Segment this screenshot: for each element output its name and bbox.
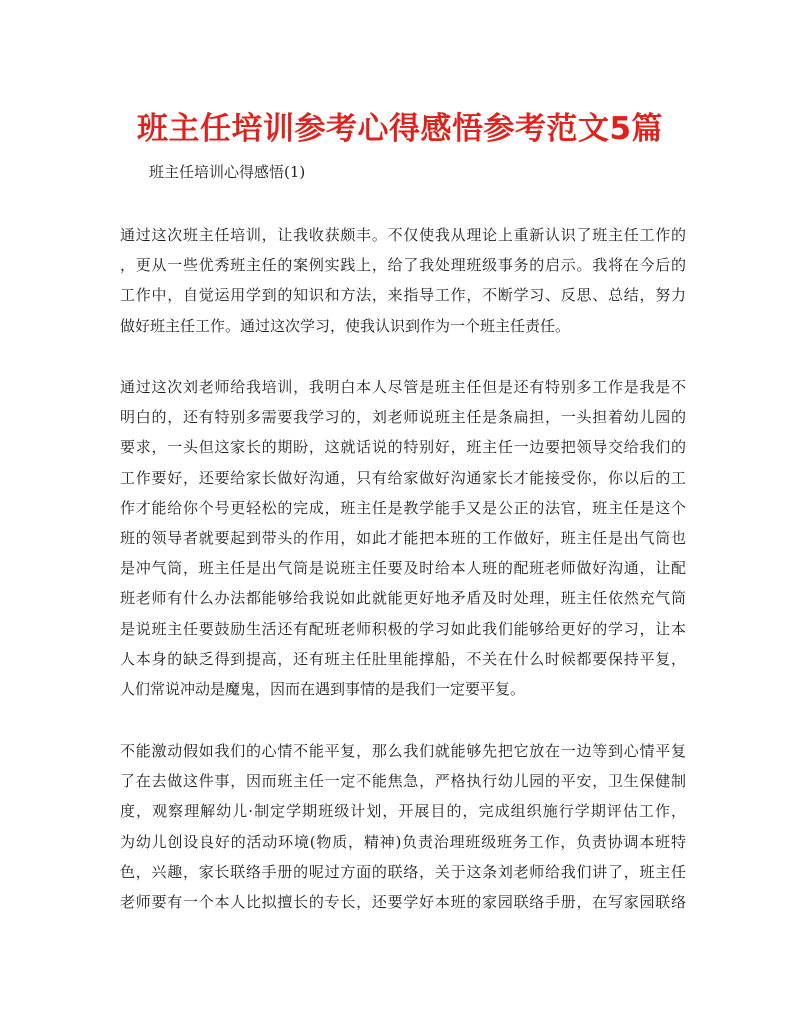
document-title: 班主任培训参考心得感悟参考范文5篇	[136, 111, 664, 147]
paragraph-line: 人们常说冲动是魔鬼，因而在遇到事情的是我们一定要平复。	[120, 679, 526, 698]
paragraph-line: 明白的，还有特别多需要我学习的，刘老师说班主任是条扁担，一头担着幼儿园的	[120, 408, 686, 427]
paragraph-line: 度，观察理解幼儿·制定学期班级计划，开展目的，完成组织施行学期评估工作，	[120, 802, 686, 821]
paragraph-line: 做好班主任工作。通过这次学习，使我认识到作为一个班主任责任。	[120, 316, 571, 335]
paragraph-line: 了在去做这件事，因而班主任一定不能焦急，严格执行幼儿园的平安，卫生保健制	[120, 772, 686, 791]
paragraph-line: 班的领导者就要起到带头的作用，如此才能把本班的工作做好，班主任是出气筒也	[120, 528, 686, 547]
document-subtitle: 班主任培训心得感悟(1)	[149, 163, 306, 181]
paragraph-1	[120, 220, 686, 341]
paragraph-line: 工作中，自觉运用学到的知识和方法，来指导工作，不断学习、反思、总结，努力	[120, 286, 686, 305]
paragraph-line: 色，兴趣，家长联络手册的呢过方面的联络，关于这条刘老师给我们讲了，班主任	[120, 862, 686, 881]
paragraph-line: 作才能给你个号更轻松的完成，班主任是教学能手又是公正的法官，班主任是这个	[120, 498, 686, 517]
paragraph-line: 为幼儿创设良好的活动环境(物质，精神)负责治理班级班务工作，负责协调本班特	[120, 832, 686, 851]
paragraph-3	[120, 736, 686, 917]
paragraph-2	[120, 372, 686, 704]
paragraph-line: 要求，一头但这家长的期盼，这就话说的特别好，班主任一边要把领导交给我们的	[120, 438, 686, 457]
paragraph-line: ，更从一些优秀班主任的案例实践上，给了我处理班级事务的启示。我将在今后的	[120, 256, 686, 275]
paragraph-line: 通过这次刘老师给我培训，我明白本人尽管是班主任但是还有特别多工作是我是不	[120, 378, 686, 396]
paragraph-line: 人本身的缺乏得到提高，还有班主任肚里能撑船，不关在什么时候都要保持平复，	[120, 649, 686, 668]
paragraph-line: 是说班主任要鼓励生活还有配班老师积极的学习如此我们能够给更好的学习，让本	[120, 619, 686, 638]
paragraph-line: 不能激动假如我们的心情不能平复，那么我们就能够先把它放在一边等到心情平复	[120, 742, 686, 760]
paragraph-line: 老师要有一个本人比拟擅长的专长，还要学好本班的家园联络手册，在写家园联络	[120, 892, 686, 911]
paragraph-line: 班老师有什么办法都能够给我说如此就能更好地矛盾及时处理，班主任依然充气筒	[120, 589, 686, 608]
paragraph-line: 是冲气筒，班主任是出气筒是说班主任要及时给本人班的配班老师做好沟通，让配	[120, 559, 686, 578]
paragraph-line: 工作要好，还要给家长做好沟通，只有给家做好沟通家长才能接受你，你以后的工	[120, 468, 686, 487]
paragraph-line: 通过这次班主任培训，让我收获颇丰。不仅使我从理论上重新认识了班主任工作的	[120, 226, 686, 244]
